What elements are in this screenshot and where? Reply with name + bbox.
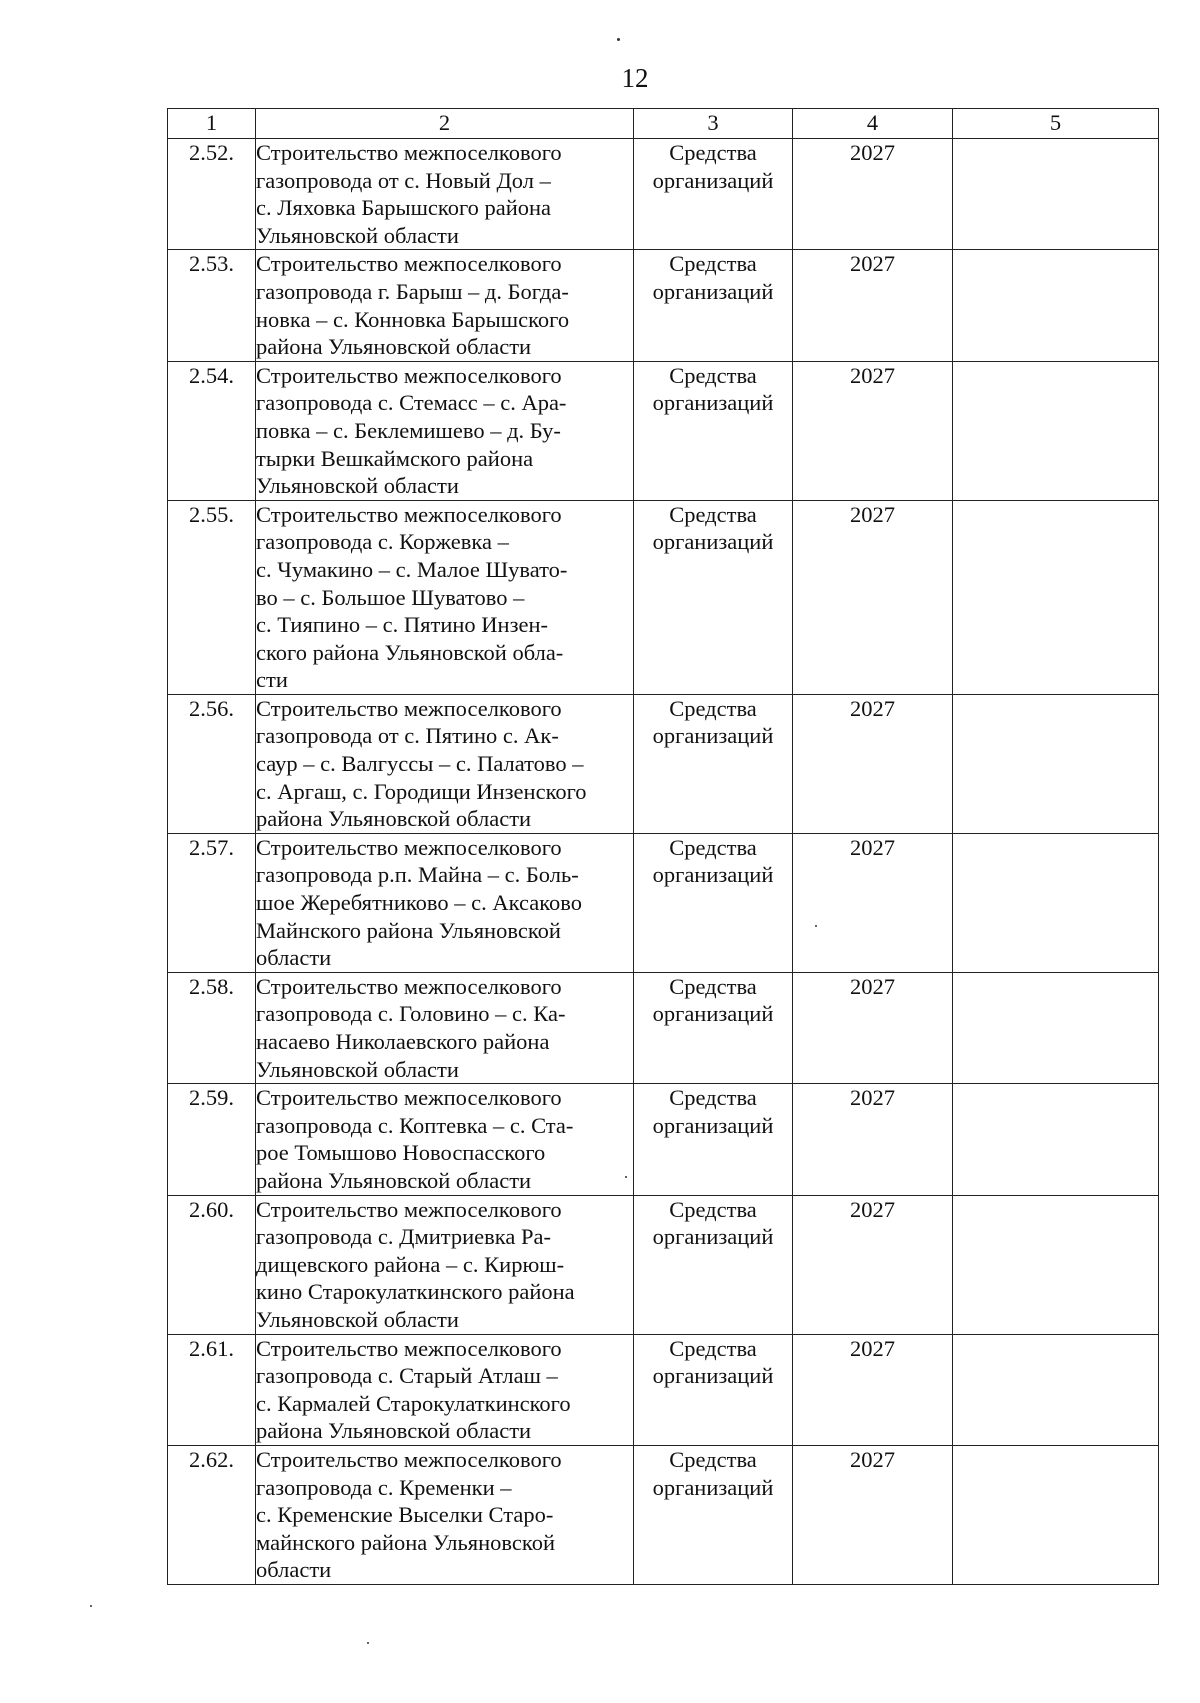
header-row: [168, 109, 1159, 139]
note-cell: [953, 500, 1159, 694]
description-line: Строительство межпоселкового: [256, 1196, 562, 1222]
row-description: [256, 1084, 634, 1195]
description-line: Майнского района Ульяновской: [256, 917, 561, 943]
note-cell: [953, 1445, 1159, 1584]
header-cell: 3: [634, 109, 793, 139]
row-number: 2.59.: [168, 1084, 256, 1195]
description-line: Ульяновской области: [256, 222, 459, 248]
row-number: 2.57.: [168, 833, 256, 972]
header-cell: 1: [168, 109, 256, 139]
row-number: 2.62.: [168, 1445, 256, 1584]
description-line: Строительство межпоселкового: [256, 1335, 562, 1361]
note-cell: [953, 1334, 1159, 1445]
description-line: Ульяновской области: [256, 473, 459, 499]
completion-year: 2027: [793, 1334, 953, 1445]
completion-year: 2027: [793, 972, 953, 1083]
funding-source-line: организаций: [652, 1224, 774, 1250]
description-line: области: [256, 1557, 332, 1583]
funding-source: [634, 1195, 793, 1334]
funding-source-line: организаций: [652, 278, 774, 304]
completion-year: 2027: [793, 250, 953, 361]
table-row: [168, 500, 1159, 694]
description-line: Строительство межпоселкового: [256, 251, 562, 277]
funding-source-line: Средства: [669, 501, 757, 527]
description-line: тырки Вешкаймского района: [256, 445, 534, 471]
note-cell: [953, 833, 1159, 972]
completion-year: 2027: [793, 694, 953, 833]
description-line: Строительство межпоселкового: [256, 973, 562, 999]
description-line: Строительство межпоселкового: [256, 834, 562, 860]
funding-source-line: Средства: [669, 362, 757, 388]
table-row: [168, 833, 1159, 972]
description-line: с. Чумакино – с. Малое Шувато-: [256, 556, 568, 582]
table-row: [168, 1334, 1159, 1445]
scan-speck: [90, 1605, 92, 1607]
table-row: [168, 972, 1159, 1083]
description-line: майнского района Ульяновской: [256, 1529, 555, 1555]
funding-source-line: организаций: [652, 529, 774, 555]
funding-source: [634, 1084, 793, 1195]
note-cell: [953, 250, 1159, 361]
funding-source-line: Средства: [669, 1196, 757, 1222]
table-row: [168, 694, 1159, 833]
description-line: Строительство межпоселкового: [256, 695, 562, 721]
description-line: Строительство межпоселкового: [256, 1085, 562, 1111]
funding-source-line: организаций: [652, 723, 774, 749]
funding-source-line: Средства: [669, 834, 757, 860]
gas-pipeline-table: [167, 108, 1159, 1585]
description-line: Строительство межпоселкового: [256, 1446, 562, 1472]
description-line: с. Аргаш, с. Городищи Инзенского: [256, 778, 587, 804]
description-line: района Ульяновской области: [256, 806, 532, 832]
table-row: [168, 1445, 1159, 1584]
description-line: Строительство межпоселкового: [256, 362, 562, 388]
note-cell: [953, 361, 1159, 500]
table-row: [168, 250, 1159, 361]
description-line: с. Тияпино – с. Пятино Инзен-: [256, 612, 549, 638]
description-line: газопровода с. Коптевка – с. Ста-: [256, 1112, 574, 1138]
header-cell: 2: [256, 109, 634, 139]
funding-source-line: организаций: [652, 390, 774, 416]
funding-source-line: Средства: [669, 1446, 757, 1472]
funding-source-line: организаций: [652, 862, 774, 888]
row-description: [256, 1195, 634, 1334]
row-number: 2.58.: [168, 972, 256, 1083]
row-description: [256, 139, 634, 250]
funding-source-line: организаций: [652, 167, 774, 193]
funding-source-line: организаций: [652, 1112, 774, 1138]
table-body: [168, 139, 1159, 1585]
note-cell: [953, 139, 1159, 250]
description-line: сти: [256, 667, 288, 693]
completion-year: 2027: [793, 1084, 953, 1195]
row-number: 2.60.: [168, 1195, 256, 1334]
description-line: района Ульяновской области: [256, 1167, 532, 1193]
row-description: [256, 1445, 634, 1584]
funding-source-line: Средства: [669, 1335, 757, 1361]
funding-source: [634, 139, 793, 250]
description-line: газопровода с. Кременки –: [256, 1474, 512, 1500]
description-line: района Ульяновской области: [256, 1418, 532, 1444]
funding-source: [634, 694, 793, 833]
row-number: 2.61.: [168, 1334, 256, 1445]
row-description: [256, 972, 634, 1083]
completion-year: 2027: [793, 1195, 953, 1334]
description-line: рое Томышово Новоспасского: [256, 1140, 546, 1166]
funding-source: [634, 972, 793, 1083]
table-row: [168, 361, 1159, 500]
description-line: дищевского района – с. Кирюш-: [256, 1251, 565, 1277]
description-line: кино Старокулаткинского района: [256, 1279, 575, 1305]
description-line: новка – с. Конновка Барышского: [256, 306, 570, 332]
funding-source-line: Средства: [669, 251, 757, 277]
row-number: 2.52.: [168, 139, 256, 250]
note-cell: [953, 1084, 1159, 1195]
description-line: Ульяновской области: [256, 1306, 459, 1332]
scan-speck: [617, 38, 620, 41]
funding-source-line: организаций: [652, 1001, 774, 1027]
funding-source-line: организаций: [652, 1474, 774, 1500]
description-line: газопровода от с. Новый Дол –: [256, 167, 551, 193]
row-description: [256, 1334, 634, 1445]
description-line: газопровода р.п. Майна – с. Боль-: [256, 862, 579, 888]
funding-source: [634, 1445, 793, 1584]
note-cell: [953, 694, 1159, 833]
funding-source-line: Средства: [669, 1085, 757, 1111]
completion-year: 2027: [793, 139, 953, 250]
row-number: 2.56.: [168, 694, 256, 833]
row-description: [256, 361, 634, 500]
note-cell: [953, 1195, 1159, 1334]
row-description: [256, 833, 634, 972]
description-line: Строительство межпоселкового: [256, 501, 562, 527]
description-line: газопровода г. Барыш – д. Богда-: [256, 278, 569, 304]
description-line: ского района Ульяновской обла-: [256, 639, 564, 665]
description-line: с. Ляховка Барышского района: [256, 195, 552, 221]
description-line: газопровода от с. Пятино с. Ак-: [256, 723, 559, 749]
description-line: саур – с. Валгуссы – с. Палатово –: [256, 751, 584, 777]
description-line: во – с. Большое Шуватово –: [256, 584, 525, 610]
row-description: [256, 694, 634, 833]
description-line: с. Кременские Выселки Старо-: [256, 1502, 554, 1528]
description-line: насаево Николаевского района: [256, 1029, 550, 1054]
funding-source: [634, 833, 793, 972]
funding-source-line: Средства: [669, 140, 757, 165]
completion-year: 2027: [793, 361, 953, 500]
funding-source-line: организаций: [652, 1363, 774, 1389]
funding-source-line: Средства: [669, 695, 757, 721]
description-line: Строительство межпоселкового: [256, 140, 562, 165]
completion-year: 2027: [793, 500, 953, 694]
description-line: Ульяновской области: [256, 1056, 459, 1082]
description-line: газопровода с. Коржевка –: [256, 529, 509, 555]
description-line: газопровода с. Головино – с. Ка-: [256, 1001, 566, 1027]
description-line: шое Жеребятниково – с. Аксаково: [256, 890, 582, 916]
funding-source: [634, 361, 793, 500]
table-row: [168, 139, 1159, 250]
row-number: 2.54.: [168, 361, 256, 500]
description-line: газопровода с. Стемасс – с. Ара-: [256, 390, 567, 416]
completion-year: 2027: [793, 1445, 953, 1584]
row-description: [256, 250, 634, 361]
scan-speck: [367, 1642, 369, 1644]
header-cell: 4: [793, 109, 953, 139]
description-line: с. Кармалей Старокулаткинского: [256, 1390, 571, 1416]
funding-source: [634, 1334, 793, 1445]
table-row: [168, 1195, 1159, 1334]
description-line: области: [256, 945, 332, 971]
description-line: повка – с. Беклемишево – д. Бу-: [256, 417, 561, 443]
table-row: [168, 1084, 1159, 1195]
row-number: 2.53.: [168, 250, 256, 361]
funding-source: [634, 500, 793, 694]
description-line: газопровода с. Дмитриевка Ра-: [256, 1224, 551, 1250]
note-cell: [953, 972, 1159, 1083]
page-number: 12: [621, 63, 649, 93]
header-cell: 5: [953, 109, 1159, 139]
funding-source: [634, 250, 793, 361]
row-description: [256, 500, 634, 694]
completion-year: 2027: [793, 833, 953, 972]
description-line: района Ульяновской области: [256, 334, 532, 360]
funding-source-line: Средства: [669, 973, 757, 999]
description-line: газопровода с. Старый Атлаш –: [256, 1363, 558, 1389]
row-number: 2.55.: [168, 500, 256, 694]
